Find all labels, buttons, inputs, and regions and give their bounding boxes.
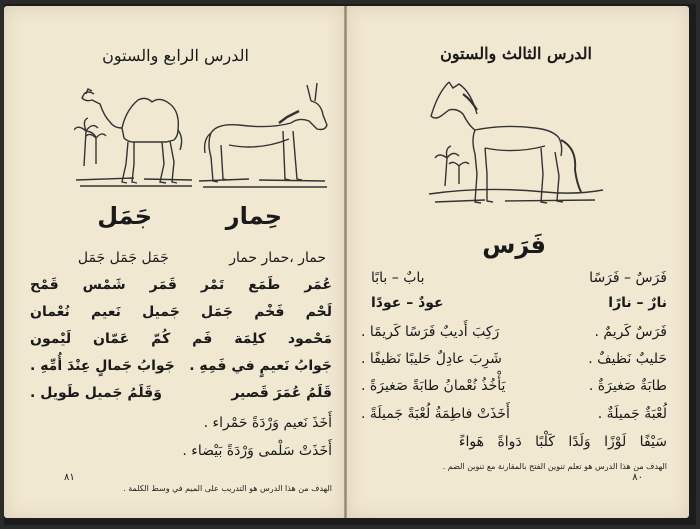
word-row: سَيْفًا لَوْزًا وَلَدًا كَلْبًا دَواةً هَواءً <box>458 434 667 450</box>
row-word: عَمّان <box>93 331 130 347</box>
row-text: نارٌ – نارًا <box>608 295 667 311</box>
sentence-row <box>361 351 667 367</box>
row-sentence: حَليبٌ نَظيفٌ . <box>588 351 667 367</box>
row-text: فَرَسٌ – فَرَسًا <box>589 270 667 286</box>
row-word: قَمْح <box>30 277 59 293</box>
row-sentence: وَقَلَمُ جَميل طَويل . <box>30 385 162 401</box>
word-pair-row <box>371 295 667 311</box>
donkey-illustration <box>199 81 329 193</box>
row-word: نُعْمان <box>30 304 70 320</box>
row-word: جَميل <box>142 304 180 320</box>
sentence-row <box>361 324 667 340</box>
row-sentence: جَوابُ جَمالٍ عِنْدَ أُمِّهِ . <box>30 358 175 374</box>
page-number: ٨١ <box>64 472 75 483</box>
word-horse: فَرَس <box>482 231 546 259</box>
right-page <box>347 6 689 518</box>
row-word: لَحْم <box>305 304 332 320</box>
row-text: عودٌ – عودًا <box>371 295 444 311</box>
row-word: كلِمَة <box>234 331 266 347</box>
sentence-row <box>361 406 667 422</box>
horse-illustration <box>425 74 605 216</box>
word-row <box>30 277 332 293</box>
lesson-title: الدرس الثالث والستون <box>440 44 592 63</box>
row-sentence: أَخَذَتْ فاطِمَةُ لُعْبَةً جَميلَةً . <box>361 406 510 422</box>
word-row <box>30 304 332 320</box>
row-text: حمار ،حمار حمار <box>229 250 326 266</box>
row-sentence: شَرِبَ عادِلٌ حَليبًا نَظيفًا . <box>361 351 502 367</box>
camel-illustration <box>74 76 194 191</box>
text-row <box>78 250 326 266</box>
row-sentence: طابَةٌ صَغيرَةٌ . <box>588 378 667 394</box>
lesson-title: الدرس الرابع والستون <box>102 46 249 65</box>
row-word: عُمَر <box>304 277 332 293</box>
sentence-row <box>30 358 332 374</box>
row-word: طَمَع <box>248 277 281 293</box>
row-word: جَمَل <box>201 304 233 320</box>
row-word: فَخْم <box>254 304 285 320</box>
footnote: الهدف من هذا الدرس هو التدريب على الميم في وسط الكلمة . <box>123 484 332 493</box>
row-word: تَمْر <box>200 277 225 293</box>
row-sentence: فَرَسٌ كَريمٌ . <box>594 324 667 340</box>
sentence-row: أَخَذَ نَعيم وَرْدَةً حَمْراء . <box>203 415 332 431</box>
sentence-row: أَخَذَتْ سَلْمى وَرْدَةً بَيْضاء . <box>182 443 332 459</box>
row-sentence: قَلَمُ عُمَرَ قَصير <box>231 385 332 401</box>
word-camel: جَمَل <box>97 202 152 230</box>
footnote: الهدف من هذا الدرس هو تعلم تنوين الفتح بالمقارنة مع تنوين الضم . <box>442 462 667 471</box>
sentence-row <box>30 385 332 401</box>
row-word: كُمّ <box>151 331 171 347</box>
row-word: نَعيم <box>91 304 121 320</box>
word-row <box>30 331 332 347</box>
row-sentence: يَأْخُذُ نُعْمانُ طابَةً صَغيرَةً . <box>361 378 506 394</box>
word-pair-row <box>371 270 667 286</box>
row-word: فَم <box>192 331 213 347</box>
row-sentence: لُعْبَةٌ جَميلَةٌ . <box>597 406 667 422</box>
left-page <box>4 6 344 518</box>
word-donkey: حِمار <box>225 202 282 230</box>
row-word: شَمْس <box>82 277 126 293</box>
row-text: جَمَل جَمَل جَمَل <box>77 250 169 266</box>
row-sentence: جَوابُ نَعيمٍ في فَمِهِ . <box>189 358 332 374</box>
row-word: قَمَر <box>149 277 177 293</box>
row-text: بابٌ – بابًا <box>371 270 425 286</box>
row-sentence: رَكِبَ أَديبٌ فَرَسًا كَريمًا . <box>361 324 500 340</box>
row-word: لَيْمون <box>30 331 72 347</box>
page-number: ٨٠ <box>632 472 643 483</box>
sentence-row <box>361 378 667 394</box>
row-word: مَحْمود <box>287 331 332 347</box>
